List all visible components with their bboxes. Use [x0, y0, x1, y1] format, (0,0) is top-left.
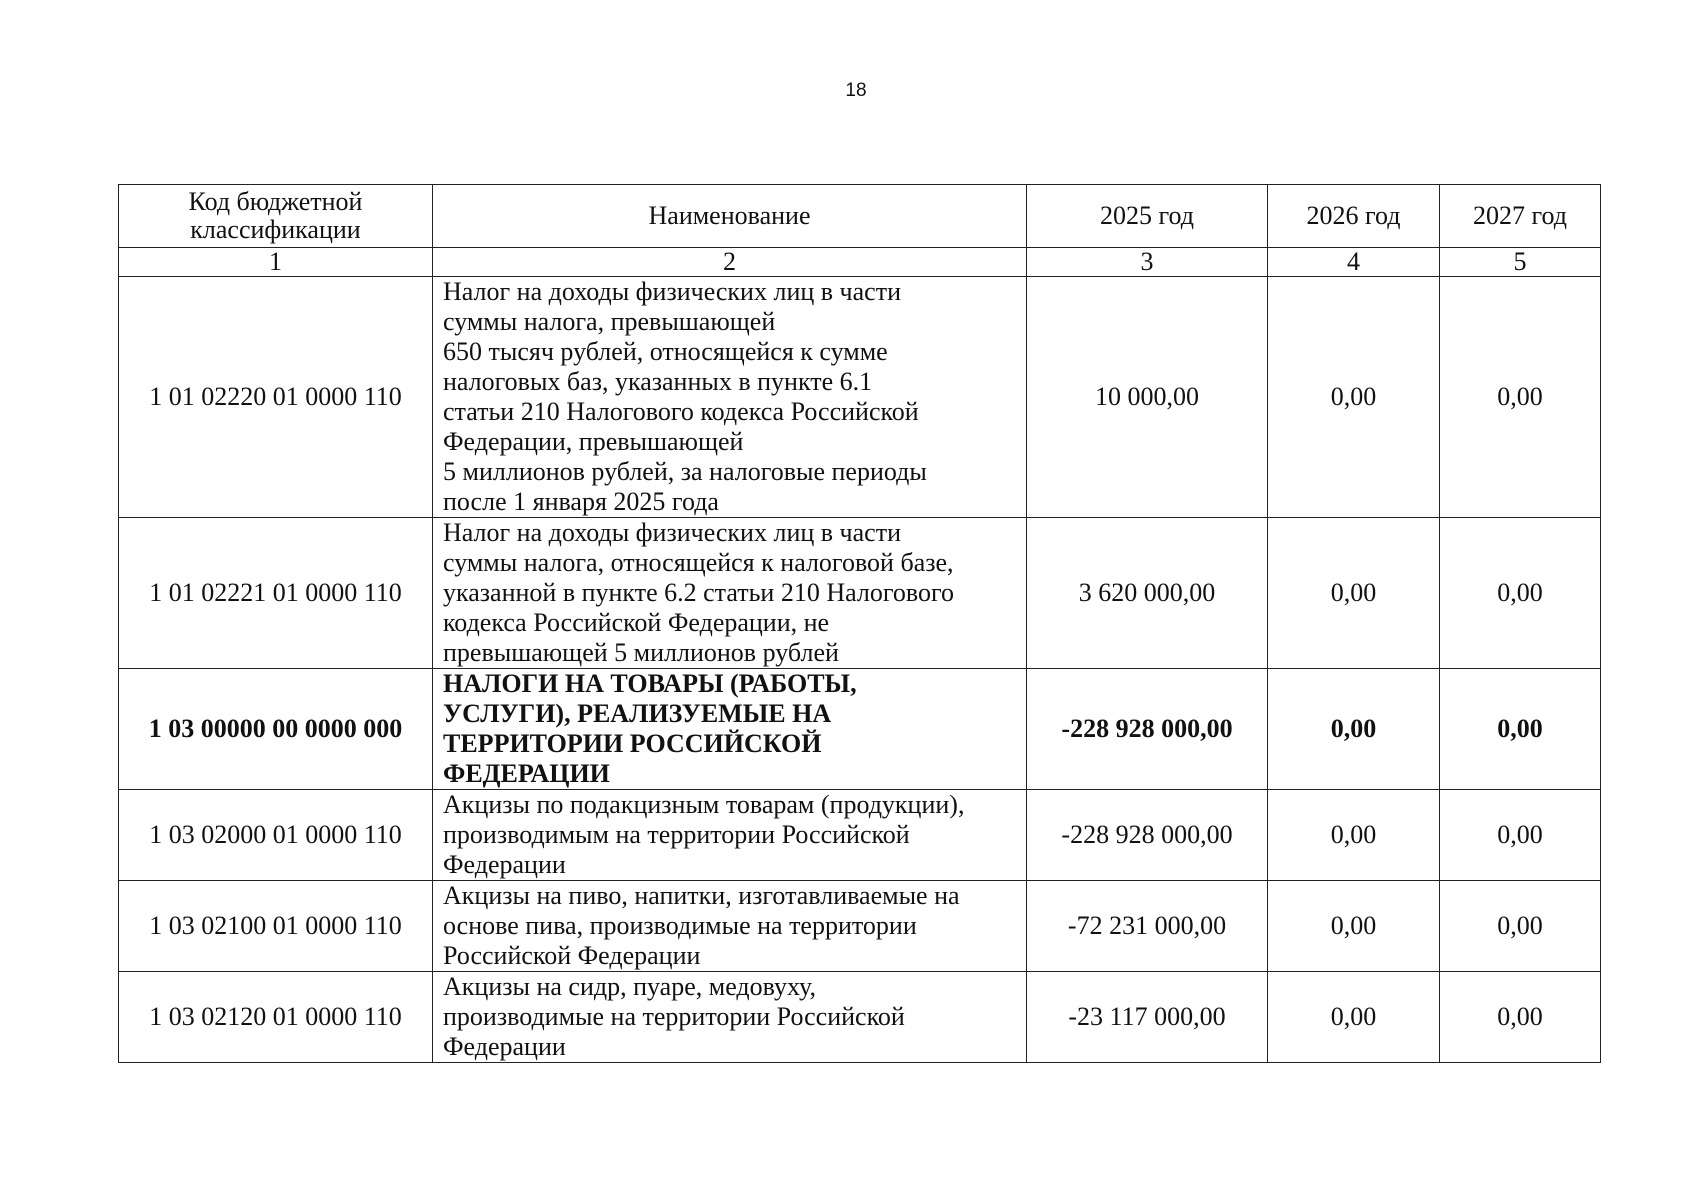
item-name-line: налоговых баз, указанных в пункте 6.1 [443, 367, 873, 396]
amount-2025: -228 928 000,00 [1027, 790, 1268, 881]
amount-2026: 0,00 [1268, 518, 1440, 669]
table-row [119, 669, 1601, 790]
amount-2027: 0,00 [1440, 972, 1601, 1063]
amount-2026: 0,00 [1268, 790, 1440, 881]
table-row [119, 881, 1601, 972]
amount-2027: 0,00 [1440, 669, 1601, 790]
item-name-line: Федерации [443, 1032, 566, 1061]
table-row [119, 277, 1601, 518]
amount-2025: -72 231 000,00 [1027, 881, 1268, 972]
item-name-line: Федерации [443, 850, 566, 879]
item-name-line: НАЛОГИ НА ТОВАРЫ (РАБОТЫ, [443, 669, 857, 698]
item-name [433, 518, 1027, 669]
budget-code: 1 03 02100 01 0000 110 [119, 881, 433, 972]
amount-2026: 0,00 [1268, 277, 1440, 518]
header-code: Код бюджетной классификации [119, 185, 433, 248]
column-number: 3 [1027, 248, 1268, 277]
amount-2026: 0,00 [1268, 881, 1440, 972]
page-number: 18 [845, 80, 867, 101]
item-name-line: УСЛУГИ), РЕАЛИЗУЕМЫЕ НА [443, 699, 832, 728]
amount-2027: 0,00 [1440, 518, 1601, 669]
item-name-line: Налог на доходы физических лиц в части [443, 277, 901, 306]
column-number: 4 [1268, 248, 1440, 277]
amount-2025: -228 928 000,00 [1027, 669, 1268, 790]
budget-code: 1 01 02220 01 0000 110 [119, 277, 433, 518]
item-name-line: Акцизы по подакцизным товарам (продукции), [443, 790, 965, 819]
amount-2026: 0,00 [1268, 972, 1440, 1063]
table-body [119, 277, 1601, 1063]
table-row [119, 790, 1601, 881]
budget-code: 1 03 02000 01 0000 110 [119, 790, 433, 881]
column-number-row [119, 248, 1601, 277]
item-name-line: 5 миллионов рублей, за налоговые периоды [443, 457, 927, 486]
item-name-line: ТЕРРИТОРИИ РОССИЙСКОЙ [443, 729, 822, 758]
column-number: 5 [1440, 248, 1601, 277]
item-name-line: Акцизы на сидр, пуаре, медовуху, [443, 972, 816, 1001]
budget-code: 1 03 02120 01 0000 110 [119, 972, 433, 1063]
table-row [119, 972, 1601, 1063]
header-2026: 2026 год [1268, 185, 1440, 248]
item-name-line: суммы налога, превышающей [443, 307, 776, 336]
item-name-line: производимые на территории Российской [443, 1002, 905, 1031]
budget-table [118, 184, 1601, 1063]
item-name-line: Российской Федерации [443, 941, 701, 970]
header-2025: 2025 год [1027, 185, 1268, 248]
amount-2027: 0,00 [1440, 277, 1601, 518]
item-name-line: суммы налога, относящейся к налоговой базе, [443, 548, 954, 577]
column-number: 2 [433, 248, 1027, 277]
item-name-line: основе пива, производимые на территории [443, 911, 917, 940]
table-row [119, 518, 1601, 669]
amount-2025: 10 000,00 [1027, 277, 1268, 518]
header-2027: 2027 год [1440, 185, 1601, 248]
item-name-line: ФЕДЕРАЦИИ [443, 759, 610, 788]
item-name-line: после 1 января 2025 года [443, 487, 719, 516]
column-number: 1 [119, 248, 433, 277]
item-name-line: превышающей 5 миллионов рублей [443, 638, 839, 667]
item-name-line: кодекса Российской Федерации, не [443, 608, 830, 637]
item-name [433, 790, 1027, 881]
amount-2026: 0,00 [1268, 669, 1440, 790]
item-name-line: производимым на территории Российской [443, 820, 910, 849]
item-name-line: 650 тысяч рублей, относящейся к сумме [443, 337, 888, 366]
amount-2027: 0,00 [1440, 790, 1601, 881]
budget-code: 1 03 00000 00 0000 000 [119, 669, 433, 790]
item-name-line: указанной в пункте 6.2 статьи 210 Налогового [443, 578, 954, 607]
item-name-line: Налог на доходы физических лиц в части [443, 518, 901, 547]
item-name [433, 972, 1027, 1063]
item-name-line: Федерации, превышающей [443, 427, 744, 456]
amount-2025: 3 620 000,00 [1027, 518, 1268, 669]
item-name [433, 277, 1027, 518]
item-name-line: статьи 210 Налогового кодекса Российской [443, 397, 919, 426]
budget-code: 1 01 02221 01 0000 110 [119, 518, 433, 669]
item-name [433, 881, 1027, 972]
item-name [433, 669, 1027, 790]
amount-2027: 0,00 [1440, 881, 1601, 972]
item-name-line: Акцизы на пиво, напитки, изготавливаемые на [443, 881, 960, 910]
header-row [119, 185, 1601, 248]
amount-2025: -23 117 000,00 [1027, 972, 1268, 1063]
header-name: Наименование [433, 185, 1027, 248]
